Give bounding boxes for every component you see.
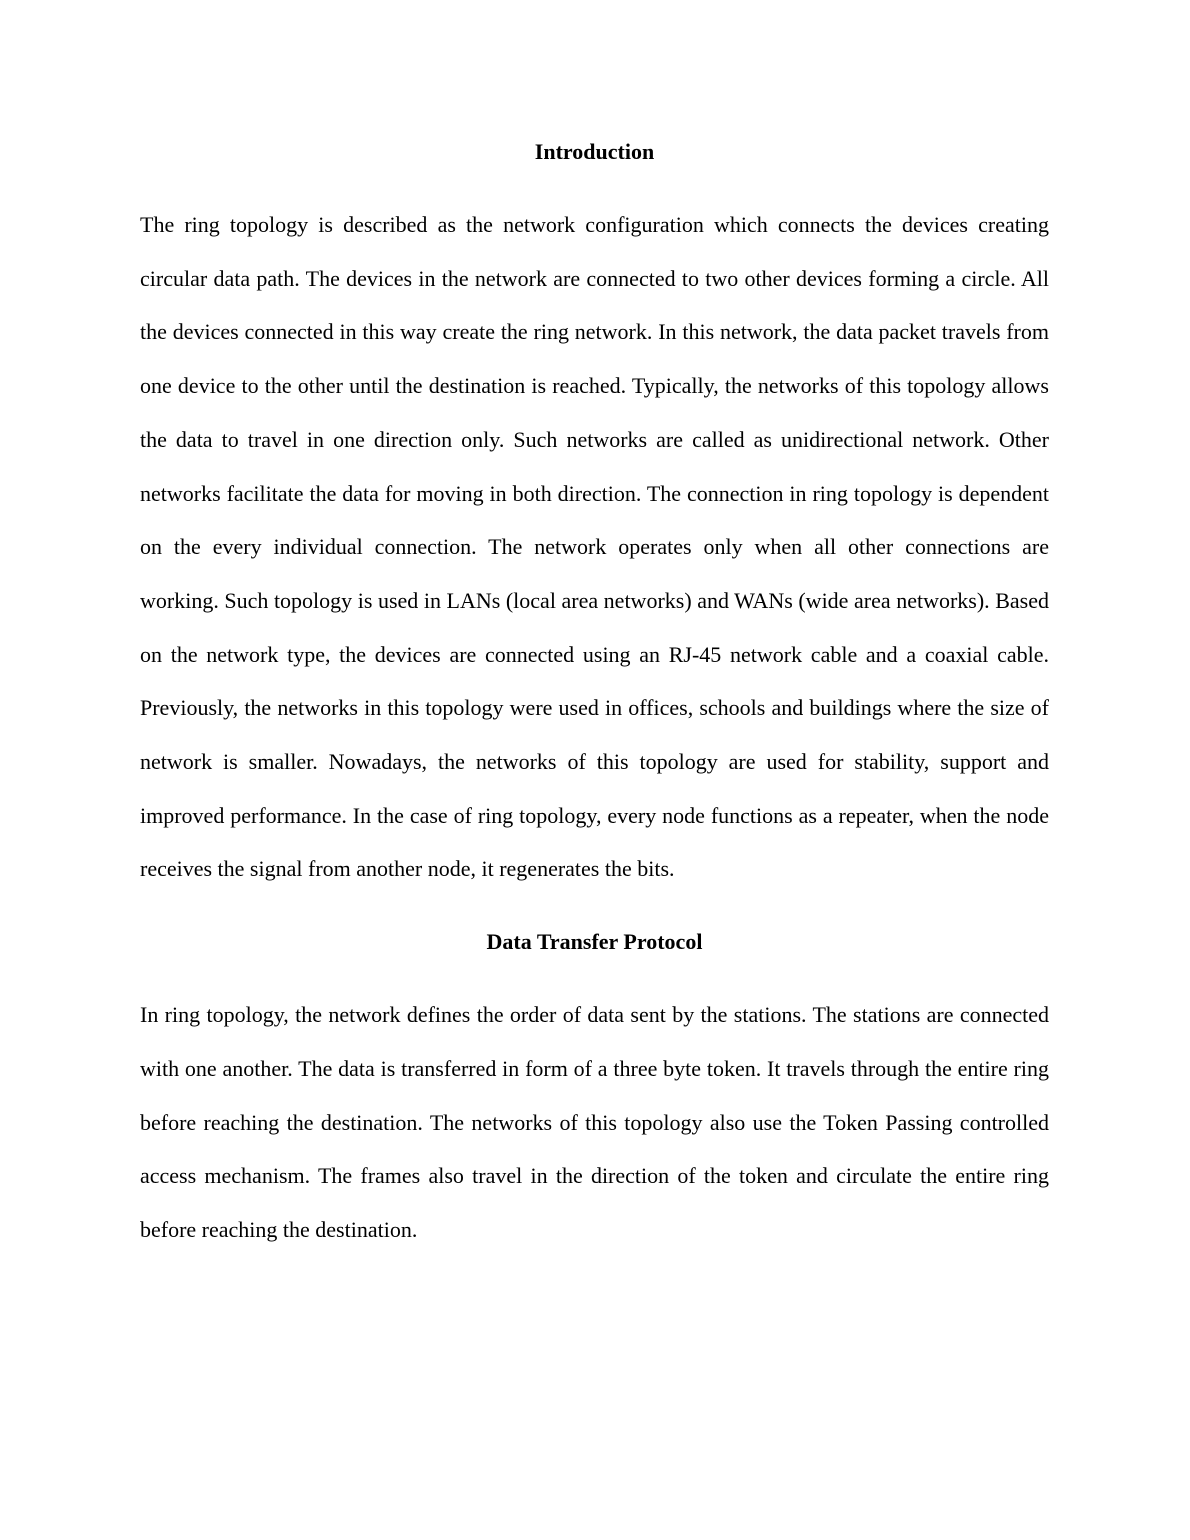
spacer	[140, 969, 1049, 988]
spacer	[140, 896, 1049, 915]
paragraph-introduction: The ring topology is described as the network configuration which connects the devices creating circular data path. The devices in the network are connected to two other devices forming a circle. All the devices connected in this way create the ring network. In this network, the data packet travels from one device to the other until the destination is reached. Typically, the networks of this topology allows the data to travel in one direction only. Such networks are called as unidirectional network. Other networks facilitate the data for moving in both direction. The connection in ring topology is dependent on the every individual connection. The network operates only when all other connections are working. Such topology is used in LANs (local area networks) and WANs (wide area networks). Based on the network type, the devices are connected using an RJ-45 network cable and a coaxial cable. Previously, the networks in this topology were used in offices, schools and buildings where the size of network is smaller. Nowadays, the networks of this topology are used for stability, support and improved performance. In the case of ring topology, every node functions as a repeater, when the node receives the signal from another node, it regenerates the bits.	[140, 212, 1049, 882]
paragraph-data-transfer-protocol: In ring topology, the network defines the order of data sent by the stations. The stations are connected with one another. The data is transferred in form of a three byte token. It travels through the entire ring before reaching the destination. The networks of this topology also use the Token Passing controlled access mechanism. The frames also travel in the direction of the token and circulate the entire ring before reaching the destination.	[140, 1002, 1049, 1242]
heading-data-transfer-protocol: Data Transfer Protocol	[486, 929, 703, 955]
heading-introduction: Introduction	[534, 139, 655, 164]
spacer	[140, 179, 1049, 198]
document-body	[140, 125, 1049, 1257]
